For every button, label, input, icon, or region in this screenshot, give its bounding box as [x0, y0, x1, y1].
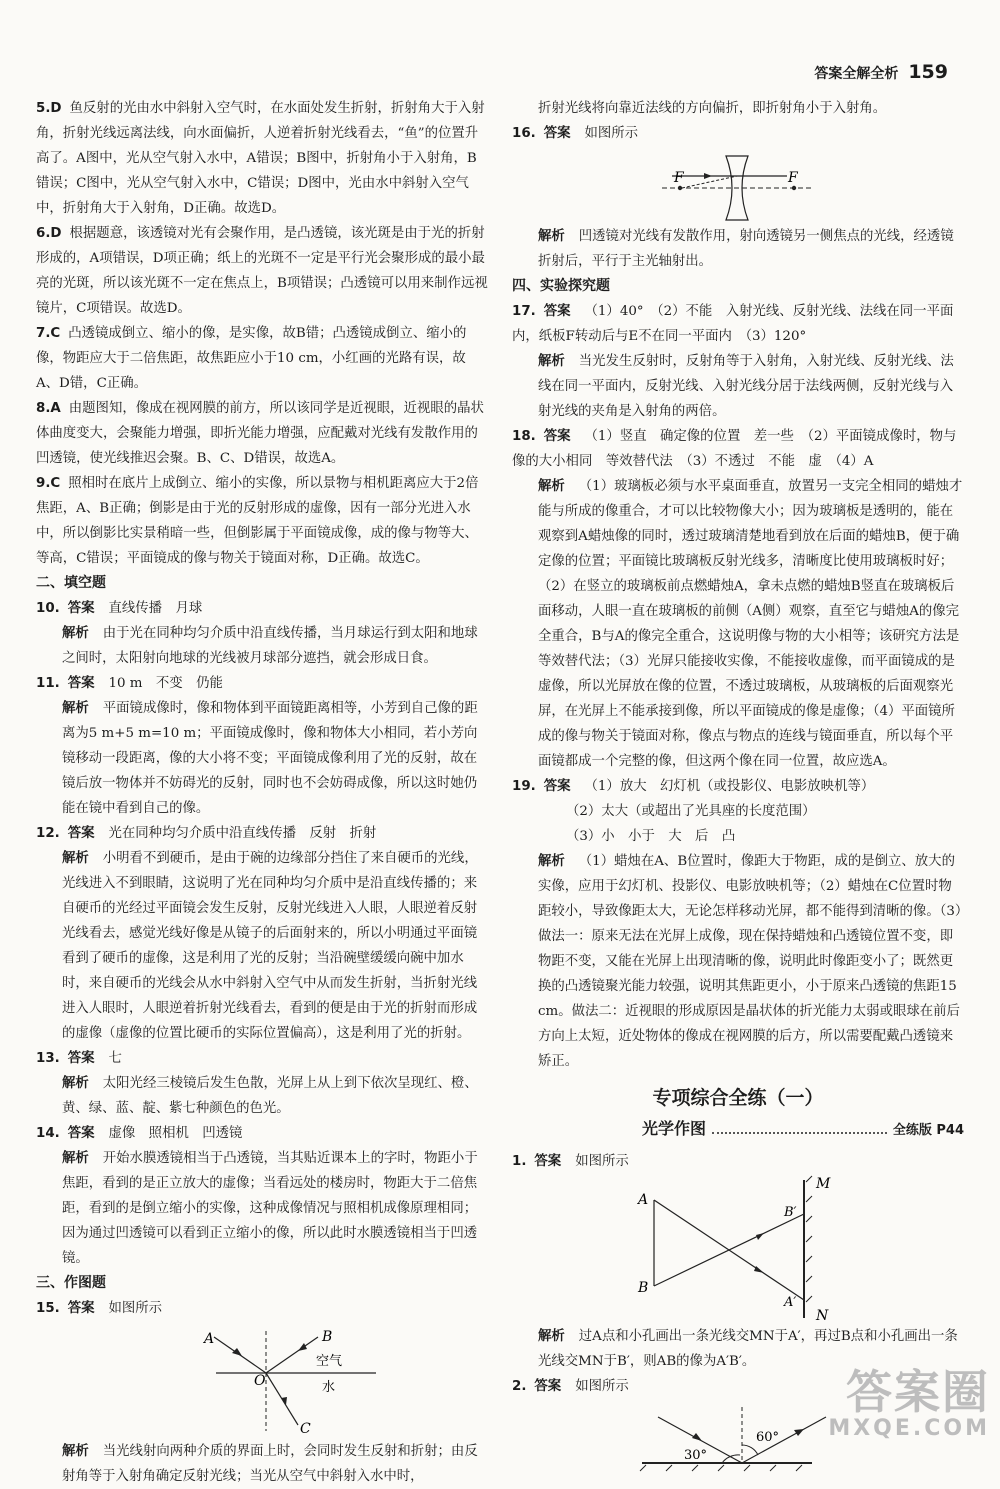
mirror-hatch-5	[744, 1465, 750, 1471]
analysis-15: 解析 当光线射向两种介质的界面上时，会同时发生反射和折射；由反射角等于入射角确定反射光线；当光从空气中斜射入水中时，	[62, 1444, 478, 1484]
special-subtitle: 光学作图	[642, 1119, 707, 1138]
answer-item-16: 16. 答案 如图所示	[512, 126, 639, 141]
angle-arc-right	[742, 1445, 758, 1455]
answer-item-6: 6.D 根据题意，该透镜对光有会聚作用，是凸透镜，该光斑是由于光的折射形成的，A项错误，D项正确；纸上的光斑不一定是平行光会聚形成的最小最亮的光斑，所以该光斑不一定在焦点上，B项错误；凸透镜可以用来制作远视镜片，C项错误。故选D。	[36, 226, 488, 316]
special-reference: 全练版 P44	[892, 1123, 964, 1138]
left-column	[36, 96, 488, 1489]
section-heading-fill: 二、填空题	[36, 575, 106, 591]
analysis-14: 解析 开始水膜透镜相当于凸透镜，当其贴近课本上的字时，物距小于焦距，看到的是正立放大的虚像；当看远处的楼房时，物距大于二倍焦距，看到的是倒立缩小的实像，这种成像情况与照相机成像原理相同；因为通过凹透镜可以看到正立缩小的像，所以此时水膜透镜相当于凹透镜。	[62, 1151, 478, 1266]
analysis-10: 解析 由于光在同种均匀介质中沿直线传播，当月球运行到太阳和地球之间时，太阳射向地球的光线被月球部分遮挡，就会形成日食。	[62, 626, 478, 666]
arrow-b	[756, 1233, 764, 1240]
answer-item-7: 7.C 凸透镜成倒立、缩小的像，是实像，故B错；凸透镜成倒立、缩小的像，物距应大于二倍焦距，故焦距应小于10 cm，小红画的光路有误，故A、D错，C正确。	[36, 326, 467, 391]
hatch-2	[806, 1196, 812, 1202]
analysis-15-continued: 折射光线将向靠近法线的方向偏折，即折射角小于入射角。	[538, 101, 887, 116]
label-m: M	[816, 1176, 831, 1192]
label-c: C	[300, 1421, 311, 1437]
hatch-5	[806, 1256, 812, 1262]
angle-arc-left	[722, 1455, 740, 1463]
label-n: N	[816, 1308, 829, 1324]
focus-left	[678, 186, 682, 190]
hatch-3	[806, 1216, 812, 1222]
mirror-hatch-1	[640, 1465, 646, 1471]
answer-item-13: 13. 答案 七	[36, 1051, 122, 1066]
special-section-title: 专项综合全练（一）	[652, 1087, 824, 1109]
refracted-arrow	[281, 1397, 287, 1405]
page-number: 159	[908, 61, 948, 83]
mirror-hatch-3	[692, 1465, 698, 1471]
section-heading-drawing: 三、作图题	[36, 1275, 106, 1291]
hatch-7	[806, 1296, 812, 1302]
label-a-prime: A′	[784, 1295, 797, 1310]
watermark-url: MXQE.COM	[828, 1416, 990, 1441]
answer-item-5: 5.D 鱼反射的光由水中斜射入空气时，在水面处发生折射，折射角大于入射角，折射光线远离法线，向水面偏折，人逆着折射光线看去，“鱼”的位置升高了。A图中，光从空气射入水中，A错误；B图中，折射角小于入射角，B错误；C图中，光从空气射入水中，C错误；D图中，光由水中斜射入空气中，折射角大于入射角，D正确。故选D。	[36, 101, 485, 216]
answer-item-19: 19. 答案 （1）放大 幻灯机（或投影仪、电影放映机等）	[512, 779, 875, 794]
watermark-logo: 答案圈	[846, 1365, 990, 1419]
incoming-arrow	[704, 173, 712, 179]
answer-item-10: 10. 答案 直线传播 月球	[36, 601, 203, 616]
answer-item-11: 11. 答案 10 m 不变 仍能	[36, 676, 223, 691]
reflected-ray	[266, 1337, 318, 1373]
answer-item-8: 8.A 由题图知，像成在视网膜的前方，所以该同学是近视眼，近视眼的晶状体曲度变大，会聚能力增强，即折光能力增强，应配戴对光线有发散作用的凹透镜，使光线推迟会聚。B、C、D错误，故选A。	[36, 401, 484, 466]
extension-line	[682, 176, 737, 188]
answer-19-part3: （3）小 小于 大 后 凸	[566, 829, 736, 844]
label-b: B	[638, 1280, 649, 1296]
answer-19-part2: （2）太大（或超出了光具座的长度范围）	[566, 804, 816, 819]
mirror-hatch-7	[796, 1465, 802, 1471]
analysis-11: 解析 平面镜成像时，像和物体到平面镜距离相等，小芳到自己像的距离为5 m+5 m=10 m；平面镜成像时，像和物体大小相同，若小芳向镜移动一段距离，像的大小将不变；平面镜成像利用了光的反射，故在镜后放一物体并不妨碍光的反射，同时也不会妨碍成像，所以这时她仍能在镜中看到自己的像。	[62, 701, 478, 816]
leader-dots	[712, 1120, 887, 1134]
answer-item-18: 18. 答案 （1）竖直 确定像的位置 差一些 （2）平面镜成像时，物与像的大小相同 等效替代法 （3）不透过 不能 虚 （4）A	[512, 429, 957, 469]
analysis-13: 解析 太阳光经三棱镜后发生色散，光屏上从上到下依次呈现红、橙、黄、绿、蓝、靛、紫七种颜色的色光。	[62, 1076, 478, 1116]
angle-30: 30°	[684, 1448, 708, 1463]
label-o: O	[254, 1373, 266, 1389]
label-f-left: F	[674, 170, 684, 186]
label-water: 水	[322, 1380, 336, 1395]
ray-b	[654, 1214, 804, 1286]
watermark	[828, 1367, 990, 1441]
special-answer-2: 2. 答案 如图所示	[512, 1379, 629, 1394]
analysis-19: 解析 （1）蜡烛在A、B位置时，像距大于物距，成的是倒立、放大的实像，应用于幻灯机、投影仪、电影放映机等；（2）蜡烛在C位置时物距较小，导致像距太大，无论怎样移动光屏，都不能得到清晰的像。（3）做法一：原来无法在光屏上成像，现在保持蜡烛和凸透镜位置不变，即物距不变，又能在光屏上出现清晰的像，说明此时像距变小了；既然更换的凸透镜聚光能力较强，说明其焦距更小，小于原来凸透镜的焦距15 cm。做法二：近视眼的形成原因是晶状体的折光能力太弱或眼球在前后方向上太短，近处物体的像成在视网膜的后方，所以需要配戴凸透镜来矫正。	[538, 854, 962, 1069]
hatch-4	[806, 1236, 812, 1242]
refraction-diagram	[36, 1321, 488, 1439]
right-column	[512, 96, 964, 1475]
special-answer-1: 1. 答案 如图所示	[512, 1154, 629, 1169]
hatch-6	[806, 1276, 812, 1282]
answer-item-15: 15. 答案 如图所示	[36, 1301, 163, 1316]
pinhole-diagram	[512, 1174, 964, 1324]
reflected-ray	[742, 1417, 826, 1463]
incident-arrow	[232, 1348, 242, 1356]
page-header	[814, 60, 948, 87]
analysis-18: 解析 （1）玻璃板必须与水平桌面垂直，放置另一支完全相同的蜡烛才能与所成的像重合，才可以比较物像大小；因为玻璃板是透明的，能在观察到A蜡烛像的同时，透过玻璃清楚地看到放在后面的蜡烛B，便于确定像的位置；平面镜比玻璃板反射光线多，清晰度比使用玻璃板时好；（2）在竖立的玻璃板前点燃蜡烛A，拿未点燃的蜡烛B竖直在玻璃板后面移动，人眼一直在玻璃板的前侧（A侧）观察，直至它与蜡烛A的像完全重合，B与A的像完全重合，这说明像与物的大小相等；该研究方法是等效替代法；（3）光屏只能接收实像，不能接收虚像，而平面镜成的是虚像，所以光屏放在像的位置，不透过玻璃板，从玻璃板的后面观察光屏，在光屏上不能承接到像，所以平面镜成的像是虚像；（4）平面镜所成的像与物关于镜面对称，像点与物点的连线与镜面垂直，所以每个平面镜都成一个完整的像，但这两个像在同一位置，故应选A。	[538, 479, 963, 769]
analysis-12: 解析 小明看不到硬币，是由于碗的边缘部分挡住了来自硬币的光线，光线进入不到眼睛，这说明了光在同种均匀介质中是沿直线传播的；来自硬币的光经过平面镜会发生反射，反射光线进入人眼，人眼逆着反射光线看去，感觉光线好像是从镜子的后面射来的，所以小明通过平面镜看到了硬币的虚像，这是利用了光的反射；当沿碗壁缓缓向碗中加水时，来自硬币的光线会从水中斜射入空气中从而发生折射，当折射光线进入人眼时，人眼逆着折射光线看去，看到的便是由于光的折射而形成的虚像（虚像的位置比硬币的实际位置偏高），这是利用了光的折射。	[62, 851, 478, 1041]
angle-60: 60°	[756, 1430, 780, 1445]
analysis-17: 解析 当光发生反射时，反射角等于入射角，入射光线、反射光线、法线在同一平面内，反射光线、入射光线分居于法线两侧，反射光线与入射光线的夹角是入射角的两倍。	[538, 354, 954, 419]
label-a: A	[638, 1192, 649, 1208]
mirror-hatch-2	[666, 1465, 672, 1471]
reflected-arrow	[794, 1429, 804, 1436]
special-subtitle-row	[512, 1116, 964, 1143]
section-heading-experiment: 四、实验探究题	[512, 278, 610, 294]
focus-right	[792, 186, 796, 190]
concave-lens-diagram	[512, 146, 964, 224]
label-f-right: F	[788, 170, 798, 186]
analysis-16: 解析 凹透镜对光线有发散作用，射向透镜另一侧焦点的光线，经透镜折射后，平行于主光轴射出。	[538, 229, 954, 269]
header-title: 答案全解全析	[814, 66, 899, 82]
hatch-1	[806, 1176, 812, 1182]
answer-item-12: 12. 答案 光在同种均匀介质中沿直线传播 反射 折射	[36, 826, 377, 841]
label-b-prime: B′	[784, 1205, 797, 1220]
incident-arrow	[692, 1433, 702, 1441]
answer-item-9: 9.C 照相时在底片上成倒立、缩小的实像，所以景物与相机距离应大于2倍焦距，A、B正确；倒影是由于光的反射形成的虚像，因有一部分光进入水中，所以倒影比实景稍暗一些，但倒影属于平面镜成像，成的像与物等大、等高，C错误；平面镜成的像与物关于镜面对称，D正确。故选C。	[36, 476, 479, 566]
answer-item-14: 14. 答案 虚像 照相机 凹透镜	[36, 1126, 243, 1141]
label-a: A	[204, 1331, 215, 1347]
mirror-hatch-6	[770, 1465, 776, 1471]
mirror-hatch-4	[718, 1465, 724, 1471]
label-b: B	[322, 1329, 333, 1345]
special-analysis-1: 解析 过A点和小孔画出一条光线交MN于A′，再过B点和小孔画出一条光线交MN于B′，则AB的像为A′B′。	[538, 1329, 958, 1369]
reflected-arrow	[298, 1343, 307, 1351]
answer-item-17: 17. 答案 （1）40° （2）不能 入射光线、反射光线、法线在同一平面内，纸板F转动后与E不在同一平面内 （3）120°	[512, 304, 954, 344]
label-air: 空气	[316, 1354, 343, 1369]
